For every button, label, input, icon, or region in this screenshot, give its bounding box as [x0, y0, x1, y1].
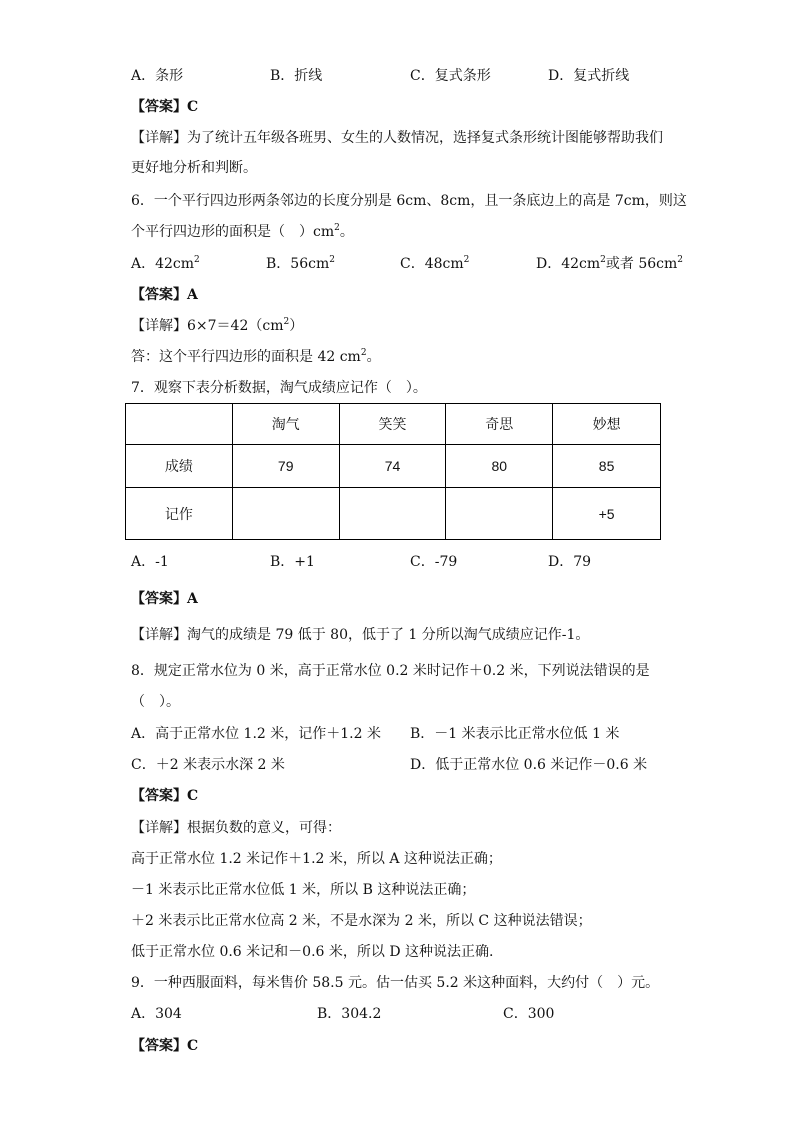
q9-option-c: C．300: [503, 1006, 555, 1022]
q8-detail-line: －1 米表示比正常水位低 1 米，所以 B 这种说法正确；: [131, 882, 476, 898]
q8-answer: 【答案】C: [131, 788, 199, 804]
q8-detail-line: 低于正常水位 0.6 米记和－0.6 米，所以 D 这种说法正确.: [131, 944, 494, 960]
q7-detail: 【详解】淘气的成绩是 79 低于 80，低于了 1 分所以淘气成绩应记作-1。: [131, 627, 590, 643]
q5-option-d: D．复式折线: [548, 68, 630, 84]
q8-option-c: C．＋2 米表示水深 2 米: [131, 757, 285, 773]
q6-option-c: C．$48cm^2$: [400, 255, 470, 272]
q5-option-b: B．折线: [270, 68, 323, 84]
q7-stem: 7．观察下表分析数据，淘气成绩应记作（ ）。: [131, 380, 427, 396]
q7-option-d: D．79: [548, 554, 592, 570]
table-cell: 80: [446, 445, 553, 488]
table-cell: 奇思: [446, 404, 553, 445]
q6-option-d: D．$42cm^2$或者 $56cm^2$: [536, 255, 684, 272]
q6-detail: 【详解】$6\times 7=42(cm^2)$: [131, 317, 304, 334]
q6-answer: 【答案】A: [131, 287, 198, 303]
table-cell: 淘气: [232, 404, 339, 445]
q8-detail-intro: 【详解】根据负数的意义，可得：: [131, 820, 341, 836]
q9-option-a: A．304: [131, 1006, 182, 1022]
q5-answer: 【答案】C: [131, 99, 199, 115]
q9-stem: 9．一种西服面料，每米售价 58.5 元。估一估买 5.2 米这种面料，大约付（ ）元。: [131, 975, 660, 991]
table-row-record: [126, 488, 661, 540]
q5-detail-line2: 更好地分析和判断。: [131, 160, 257, 176]
q9-option-b: B．304.2: [317, 1006, 382, 1022]
table-cell: 79: [232, 445, 339, 488]
table-cell: 85: [553, 445, 661, 488]
q6-option-a: A．$42cm^2$: [131, 255, 200, 272]
q5-option-c: C．复式条形: [410, 68, 491, 84]
table-header-row: [126, 404, 661, 445]
table-cell: [446, 488, 553, 540]
q8-stem-line2: （ ）。: [131, 694, 180, 710]
q6-stem-line1: 6．一个平行四边形两条邻边的长度分别是 6cm、8cm，且一条底边上的高是 7cm，则这: [131, 193, 687, 209]
table-row-scores: [126, 445, 661, 488]
q8-option-a: A．高于正常水位 1.2 米，记作＋1.2 米: [131, 726, 381, 742]
q5-option-a: A．条形: [131, 68, 184, 84]
q7-answer: 【答案】A: [131, 591, 198, 607]
q8-option-d: D．低于正常水位 0.6 米记作－0.6 米: [410, 757, 648, 773]
table-cell: [126, 404, 233, 445]
q6-option-b: B．$56cm^2$: [266, 255, 335, 272]
table-cell: [232, 488, 339, 540]
q6-conclusion: 答：这个平行四边形的面积是 42 $cm^2$。: [131, 348, 381, 365]
q7-option-a: A．-1: [131, 554, 169, 570]
q8-stem-line1: 8．规定正常水位为 0 米，高于正常水位 0.2 米时记作＋0.2 米，下列说法错误的是: [131, 663, 650, 679]
q8-detail-line: 高于正常水位 1.2 米记作＋1.2 米，所以 A 这种说法正确；: [131, 851, 502, 867]
table-cell: 74: [339, 445, 446, 488]
q9-answer: 【答案】C: [131, 1038, 199, 1054]
q8-detail-line: ＋2 米表示比正常水位高 2 米，不是水深为 2 米，所以 C 这种说法错误；: [131, 913, 592, 929]
table-cell: 笑笑: [339, 404, 446, 445]
q5-detail-line1: 【详解】为了统计五年级各班男、女生的人数情况，选择复式条形统计图能够帮助我们: [131, 130, 663, 146]
q7-option-b: B．+1: [270, 554, 315, 570]
q6-stem-line2: 个平行四边形的面积是（ ）$cm^2$。: [131, 223, 354, 240]
table-cell: [339, 488, 446, 540]
table-cell: 记作: [126, 488, 233, 540]
table-cell: +5: [553, 488, 661, 540]
table-cell: 成绩: [126, 445, 233, 488]
q8-option-b: B．－1 米表示比正常水位低 1 米: [410, 726, 620, 742]
table-cell: 妙想: [553, 404, 661, 445]
q7-option-c: C．-79: [410, 554, 458, 570]
score-table: [125, 403, 661, 540]
